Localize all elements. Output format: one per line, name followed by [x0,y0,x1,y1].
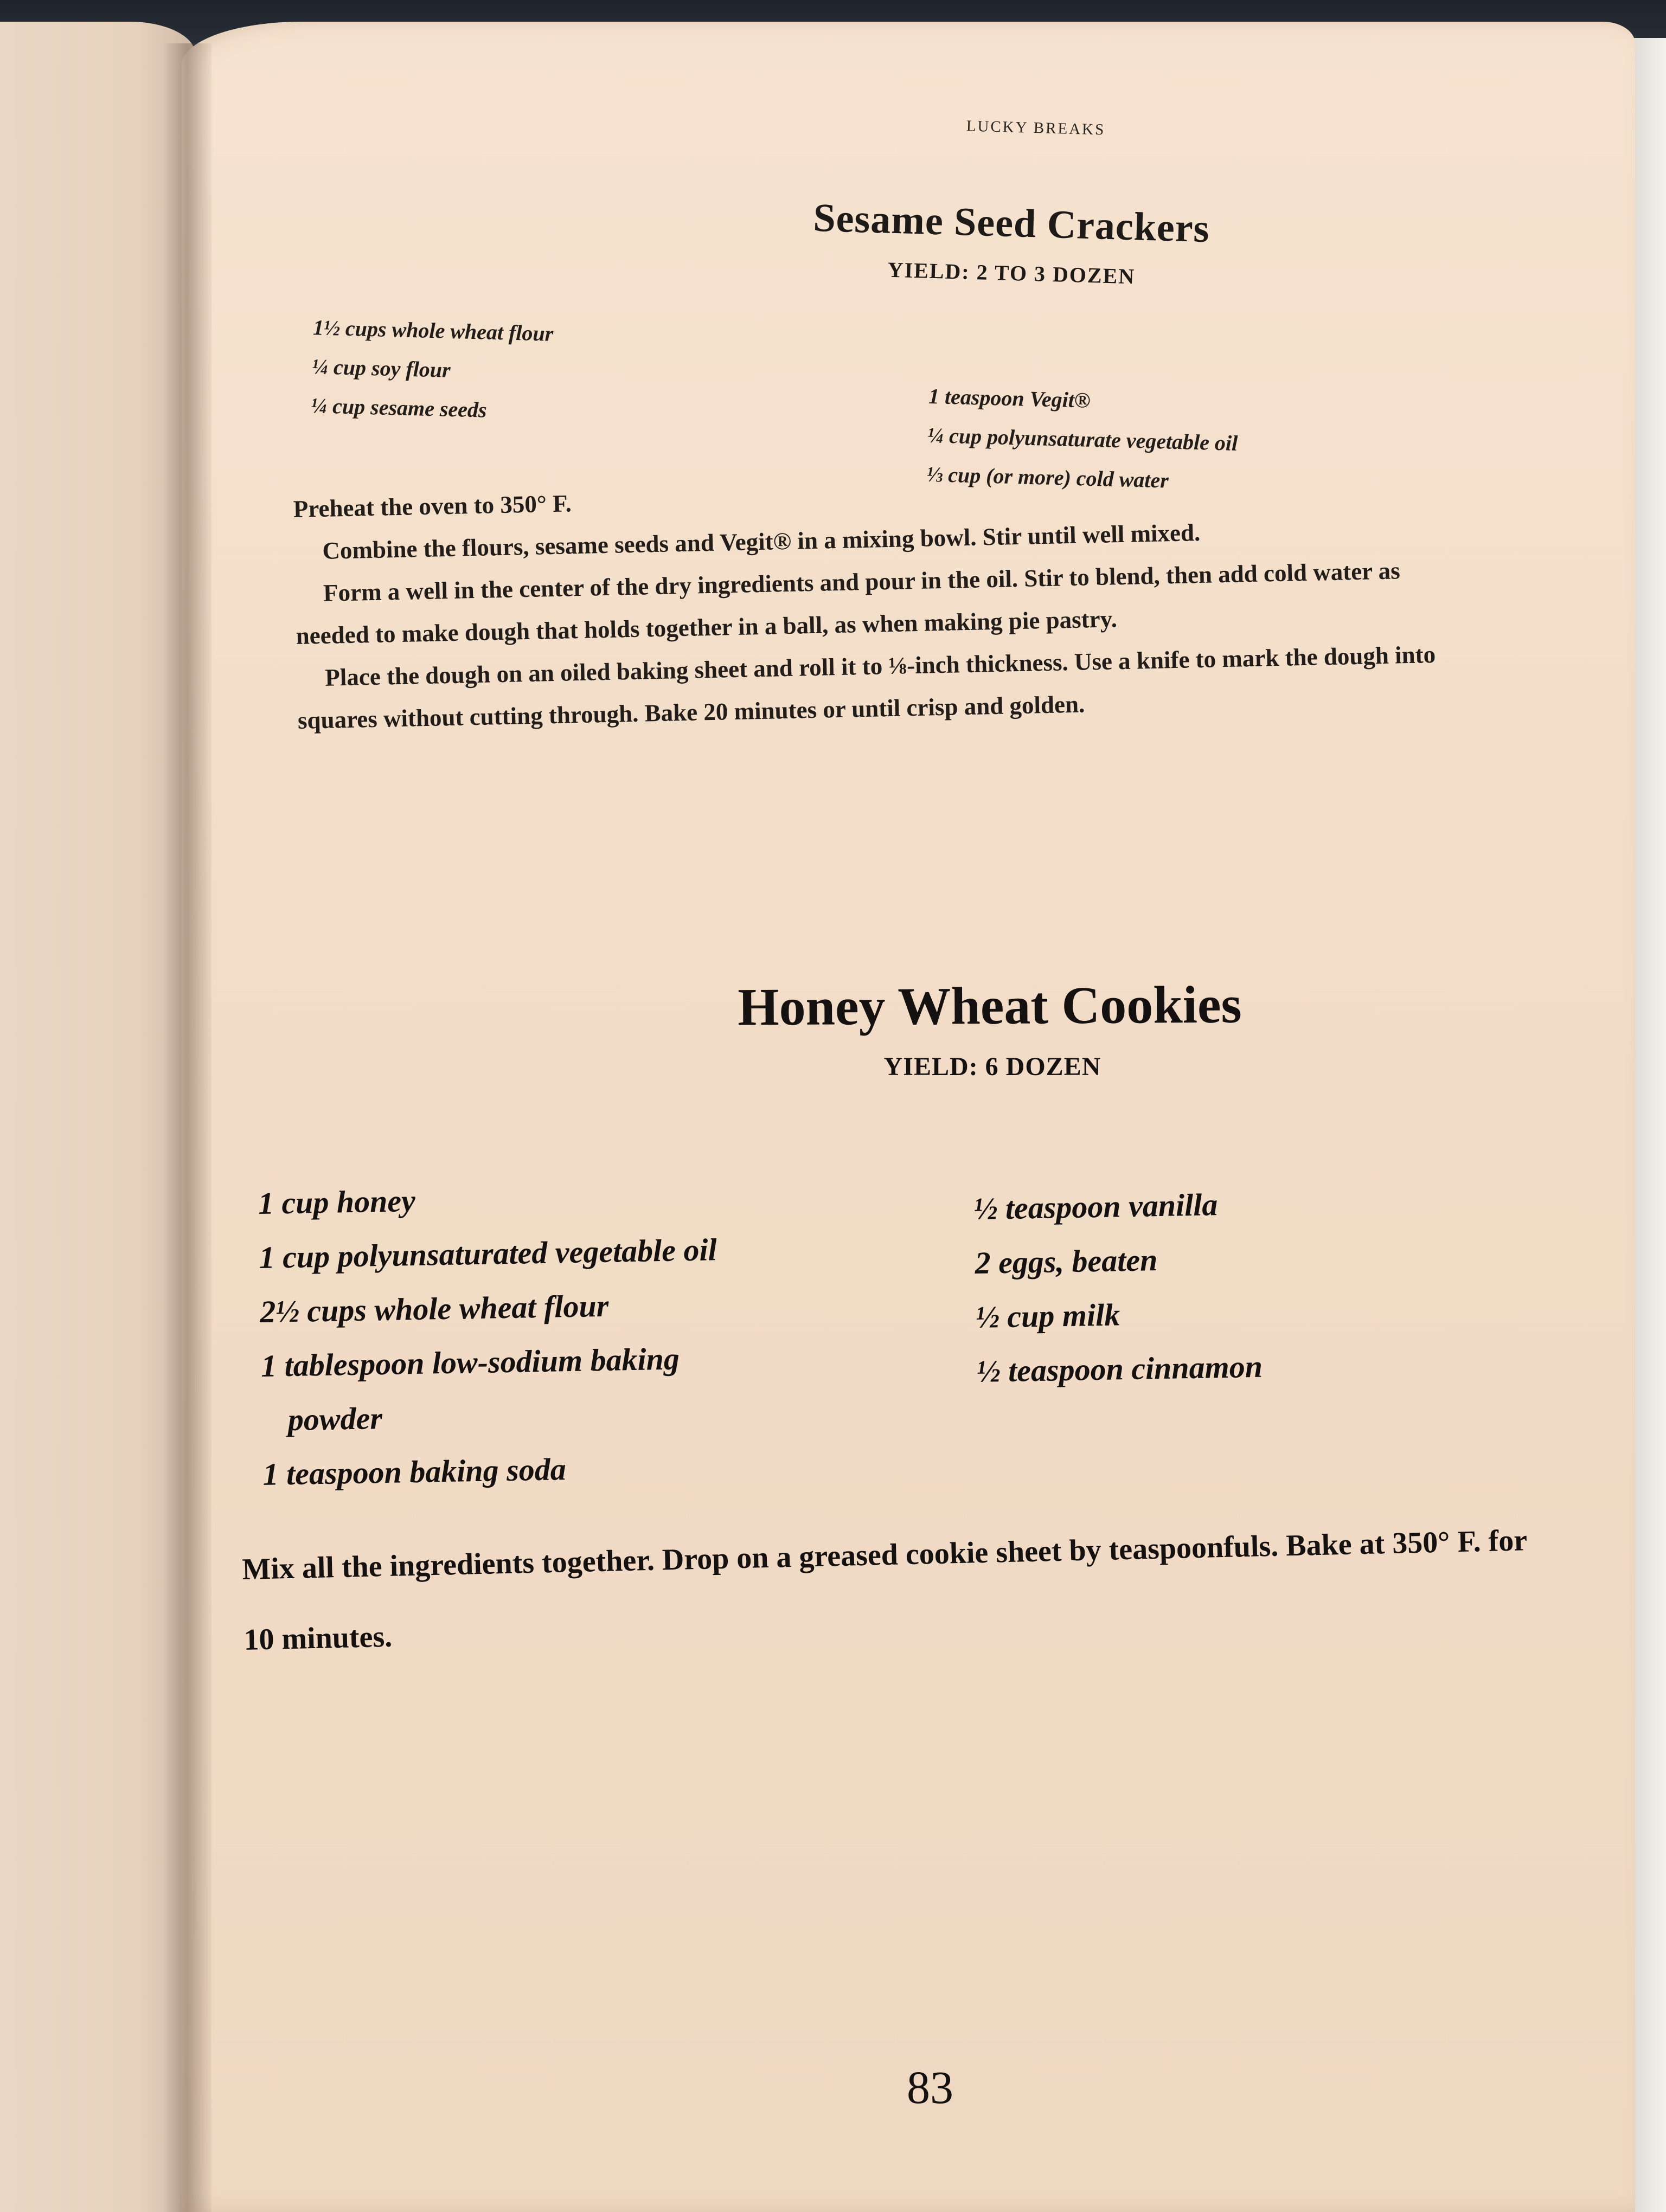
direction-paragraph: Preheat the oven to 350° F. [293,490,572,523]
ingredient-item: ¼ cup polyunsaturate vegetable oil [927,422,1238,455]
ingredient-item: 1 teaspoon Vegit® [928,383,1091,413]
ingredient-item: ½ teaspoon cinnamon [976,1348,1263,1389]
recipe-yield-honey: YIELD: 6 DOZEN [883,1052,1101,1081]
directions-honey [241,1505,1546,1675]
recipe-title-honey: Honey Wheat Cookies [738,975,1242,1037]
ingredient-item: ⅓ cup (or more) cold water [926,461,1169,493]
ingredients-right-honey [973,1173,1465,1399]
ingredient-item: 1 cup polyunsaturated vegetable oil [259,1232,717,1275]
running-head: LUCKY BREAKS [966,117,1106,139]
ingredient-item: 2 eggs, beaten [975,1242,1158,1281]
ingredient-item: 1 tablespoon low-sodium baking [260,1341,680,1384]
direction-paragraph: Mix all the ingredients together. Drop on a greased cookie sheet by teaspoonfuls. Bake at 350° F. for 10 minutes. [241,1523,1527,1657]
ingredients-left-honey [258,1166,860,1502]
directions-sesame [293,464,1464,742]
ingredient-item-continued: powder [287,1400,383,1438]
direction-paragraph: Combine the flours, sesame seeds and Vegit® in a mixing bowl. Stir until well mixed. [322,518,1201,564]
ingredient-item: 1½ cups whole wheat flour [312,315,554,346]
ingredient-item: ½ cup milk [975,1297,1120,1335]
direction-paragraph: Form a well in the center of the dry ingredients and pour in the oil. Stir to blend, then add cold water as needed to make dough that holds together in a ball, as when making pie pastry. [296,557,1401,650]
ingredient-item: 2½ cups whole wheat flour [259,1288,609,1329]
ingredient-item: ½ teaspoon vanilla [973,1187,1218,1226]
ingredient-item: ¼ cup sesame seeds [310,393,488,422]
ingredient-item: ¼ cup soy flour [311,354,451,382]
reverse-side-bleed-through [273,777,1521,852]
recipe-title-sesame: Sesame Seed Crackers [812,195,1210,252]
book-page [182,22,1635,2212]
book-gutter [163,43,212,2212]
ingredient-item: 1 cup honey [258,1182,416,1221]
recipe-yield-sesame: YIELD: 2 TO 3 DOZEN [887,257,1136,289]
ingredient-item: 1 teaspoon baking soda [262,1451,567,1492]
page-number: 83 [907,2061,953,2113]
direction-paragraph: Place the dough on an oiled baking sheet and roll it to ⅛-inch thickness. Use a knife to mark the dough into squares without cutting through. Bake 20 minutes or until crisp and golden. [297,640,1436,734]
ingredients-left-sesame [310,308,801,438]
